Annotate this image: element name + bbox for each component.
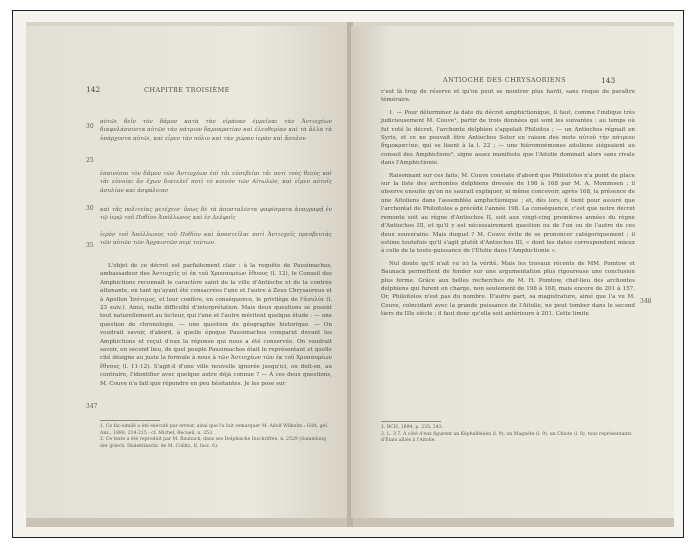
open-book [26,22,674,527]
right-page [351,26,674,518]
greek-inscription-end [100,231,332,248]
line-number: 30 [86,123,94,130]
line-number: 30 [86,205,94,212]
line-number: 35 [86,242,94,249]
right-running-head: ANTIOCHE DES CHRYSAORIENS [443,76,566,84]
right-footnotes [381,425,635,445]
footnote: 2. Ce texte a été reproduit par M. Baunack, dans ses Delphische Inschriften, n. 2529 (Sammlung der griech. Dialektinschr. de M. Collitz, II, fasc. 6). [100,437,327,449]
left-page [26,26,349,518]
line-number: 347 [86,403,98,410]
body-paragraph: 1. — Pour déterminer la date du décret amphictionique, il faut, comme l'indique très judicieusement M. Couve¹, partir de trois données qui sont les suivantes : au temps où fut voté le décret, l'archonte delphien s'appelait Philoitos ; — un Antiochos régnait en Syrie, et ce ne pouvait être Antiochos Soter en raison des mots αὐτοῦ τὴν πάτριον δημοκρατίαν, qui se lisent à la l. 22 ; — une hiéromnémones aitoliens siégeaient au conseil des Amphictions², signe assez manifeste que l'Aitolie dominait alors sans rivale dans l'Amphictionie. [381,109,635,167]
left-footnotes [100,424,332,450]
body-paragraph: c'est là trop de réserve et qu'on peut se montrer plus hardi, sans risque de paraître téméraire. [381,89,635,104]
body-paragraph: Nul doute qu'il n'ait vu ici la vérité. Mais les travaux récents de MM. Pomtow et Baunack permettent de fonder sur une argumentation plus rigoureuse une conclusion plus ferme. Grâce aux belles recherches de M. H. Pomtow, chef-lieu des archontes delphiens qui furent en charge, non seulement de 198 à 168, mais encore de 201 à 157. Or, Philoitolos n'est pas du nombre. D'autre part, sa magistrature, ainsi que l'a vu M. Couve, coïncidant avec la grande puissance de l'Aitolie, ne peut tomber dans le second tiers du IIIe siècle ; il faut donc qu'elle soit antérieure à 201. Cette limite [381,260,635,318]
footnote: 1. BCH, 1894, p. 235, 243. [381,425,444,430]
footnote-rule [100,420,160,421]
greek-paragraph: αὐτῶι δεῖν τὸν δᾶμον κατὰ τὰν εἰράναν ἐμμεῖναι τὰν Ἀντιοχέων διαφυλάσσοντα αὐτῶν τὰν πάτριον δαμοκρατίαν καὶ ἐλευθερίαν καὶ τὰ ἄλλα τὰ ὑπάρχοντα αὐτῶι, καὶ εἶμεν τὰν πόλιν καὶ τὰν χώραν ἱερὰν καὶ ἄσυλον [100,119,332,142]
left-page-number: 142 [86,85,101,94]
footnote: 2. L. 3-7. À côté d'eux figurent un Képhallénien (l. 9), un Magnète (l. 9), un Chiote (l. 8), tous représentants d'États alliés à l'Aitolie. [381,431,632,444]
greek-inscription-lower [100,206,332,223]
greek-inscription-mid [100,170,332,195]
greek-paragraph: ἱερὸν τοῦ Ἀπόλλωνος τοῦ Πυθίου καὶ ἀποστεῖλαι ποτὶ Ἀντιοχεῖς πρεσβευτὰς τῶν αὐτῶν τῶν Ἀρχαιστῶν περὶ τούτων. [100,232,332,247]
left-running-head: CHAPITRE TROISIÈME [144,86,230,94]
greek-paragraph: καὶ τᾶς πολιτείας μετέχειν· ὅπως δὲ τὰ ἀποσταλέντα ψαφίσματα ἀναγραφῇ ἐν τῷ ἱερῷ τοῦ Πυθίου Ἀπόλλωνος καὶ ἐν Δελφοῖς [100,207,332,222]
margin-number: 348 [640,298,652,305]
greek-paragraph: ἐπαινέσαι τὸν δᾶμον τῶν Ἀντιοχέων ἐπὶ τᾶι εὐσεβείαι τᾶι ποτὶ τοὺς θεοὺς καὶ τᾶι εὐνοίαι ἂν ἔχων διατελεῖ ποτὶ τὸ κοινὸν τῶν Αἰτωλῶν, καὶ εἶμεν αὐτοῖς ἀσυλίαν καὶ ἀσφάλειαν [100,171,332,194]
body-paragraph: Raisonnant sur ces faits, M. Couve constate d'abord que Philoitolos n'a point de place sur la liste des archontes delphiens dressée de 198 à 168 par M. A. Mommsen ; il observe ensuite qu'on ne saurait expliquer, ni même concevoir, après 168, la présence de une Aitoliens dans l'assemblée amphictionique ; et, dès lors, il tient pour assuré que l'archontat de Philoitolos a précédé l'année 198. La conséquence, c'est que notre décret remonte soit au règne d'Antiochos II, soit aux vingt-cinq premières années du règne d'Antiochos III, et qu'il y est nécessairement question ou de l'un ou de l'autre de ces deux souverains. Mais duquel ? M. Couve évite de se prononcer catégoriquement ; il estime toutefois qu'il s'agit plutôt d'Antiochos III, « dont les dates correspondent mieux à celle de la toute-puissance de l'Étolie dans l'Amphictionie ». [381,172,635,255]
footnote: 1. Ce fac-similé a été exécuté par erreur, ainsi que l'a fait remarquer M. Adolf Wilhelm : Gött. gel. Anz., 1898, 214-215 ; cf. Michel, Recueil, n. 253. [100,424,329,436]
left-body-text [100,262,332,388]
line-number: 25 [86,157,94,164]
footnote-rule [381,421,441,422]
body-paragraph: L'objet de ce décret est parfaitement clair : à la requête de Pausimachos, ambassadeur des Ἀντιοχεῖς οἱ ἐκ τοῦ Χρυσαορέων ἔθνους (l. 12), le Conseil des Amphictions reconnaît le caractère saint de la ville d'Antioche et de la contrée attenante, en tant qu'ayant été consacrées l'une et l'autre à Zeus Chrysaoreus et à Apollon Ἰσότιμος, et leur confère, en conséquence, le privilège de l'ἀσυλία (l. 23 suiv.). Ainsi, nulle difficulté d'interprétation. Mais deux questions se posent tout naturellement au lecteur, qui l'une et l'autre méritent quelque étude : — une question de chronologie, — une question de géographie historique. — On voudrait savoir, d'abord, à quelle époque Pausimachos comparut devant les Amphictions et reçut d'eux la réponse qui nous a été conservée. On voudrait savoir, en second lieu, de quel peuple Pausimachos était le représentant et quelle cité désigne au juste la formule à nous à τῶν Ἀντιοχέων τῶν ἐκ τοῦ Χρυσαορέων ἔθνους (l. 11-12). S'agit-il d'une ville nouvelle ignorée jusqu'ici, ou doit-on, au contraire, l'identifier avec quelque autre déjà connue ? — À ces deux questions, M. Couve n'a fait que répondre en peu hésitantes. Je les pose sur [100,263,332,387]
greek-inscription-top [100,118,332,143]
right-page-number: 143 [601,76,616,85]
right-body-text [381,88,635,319]
